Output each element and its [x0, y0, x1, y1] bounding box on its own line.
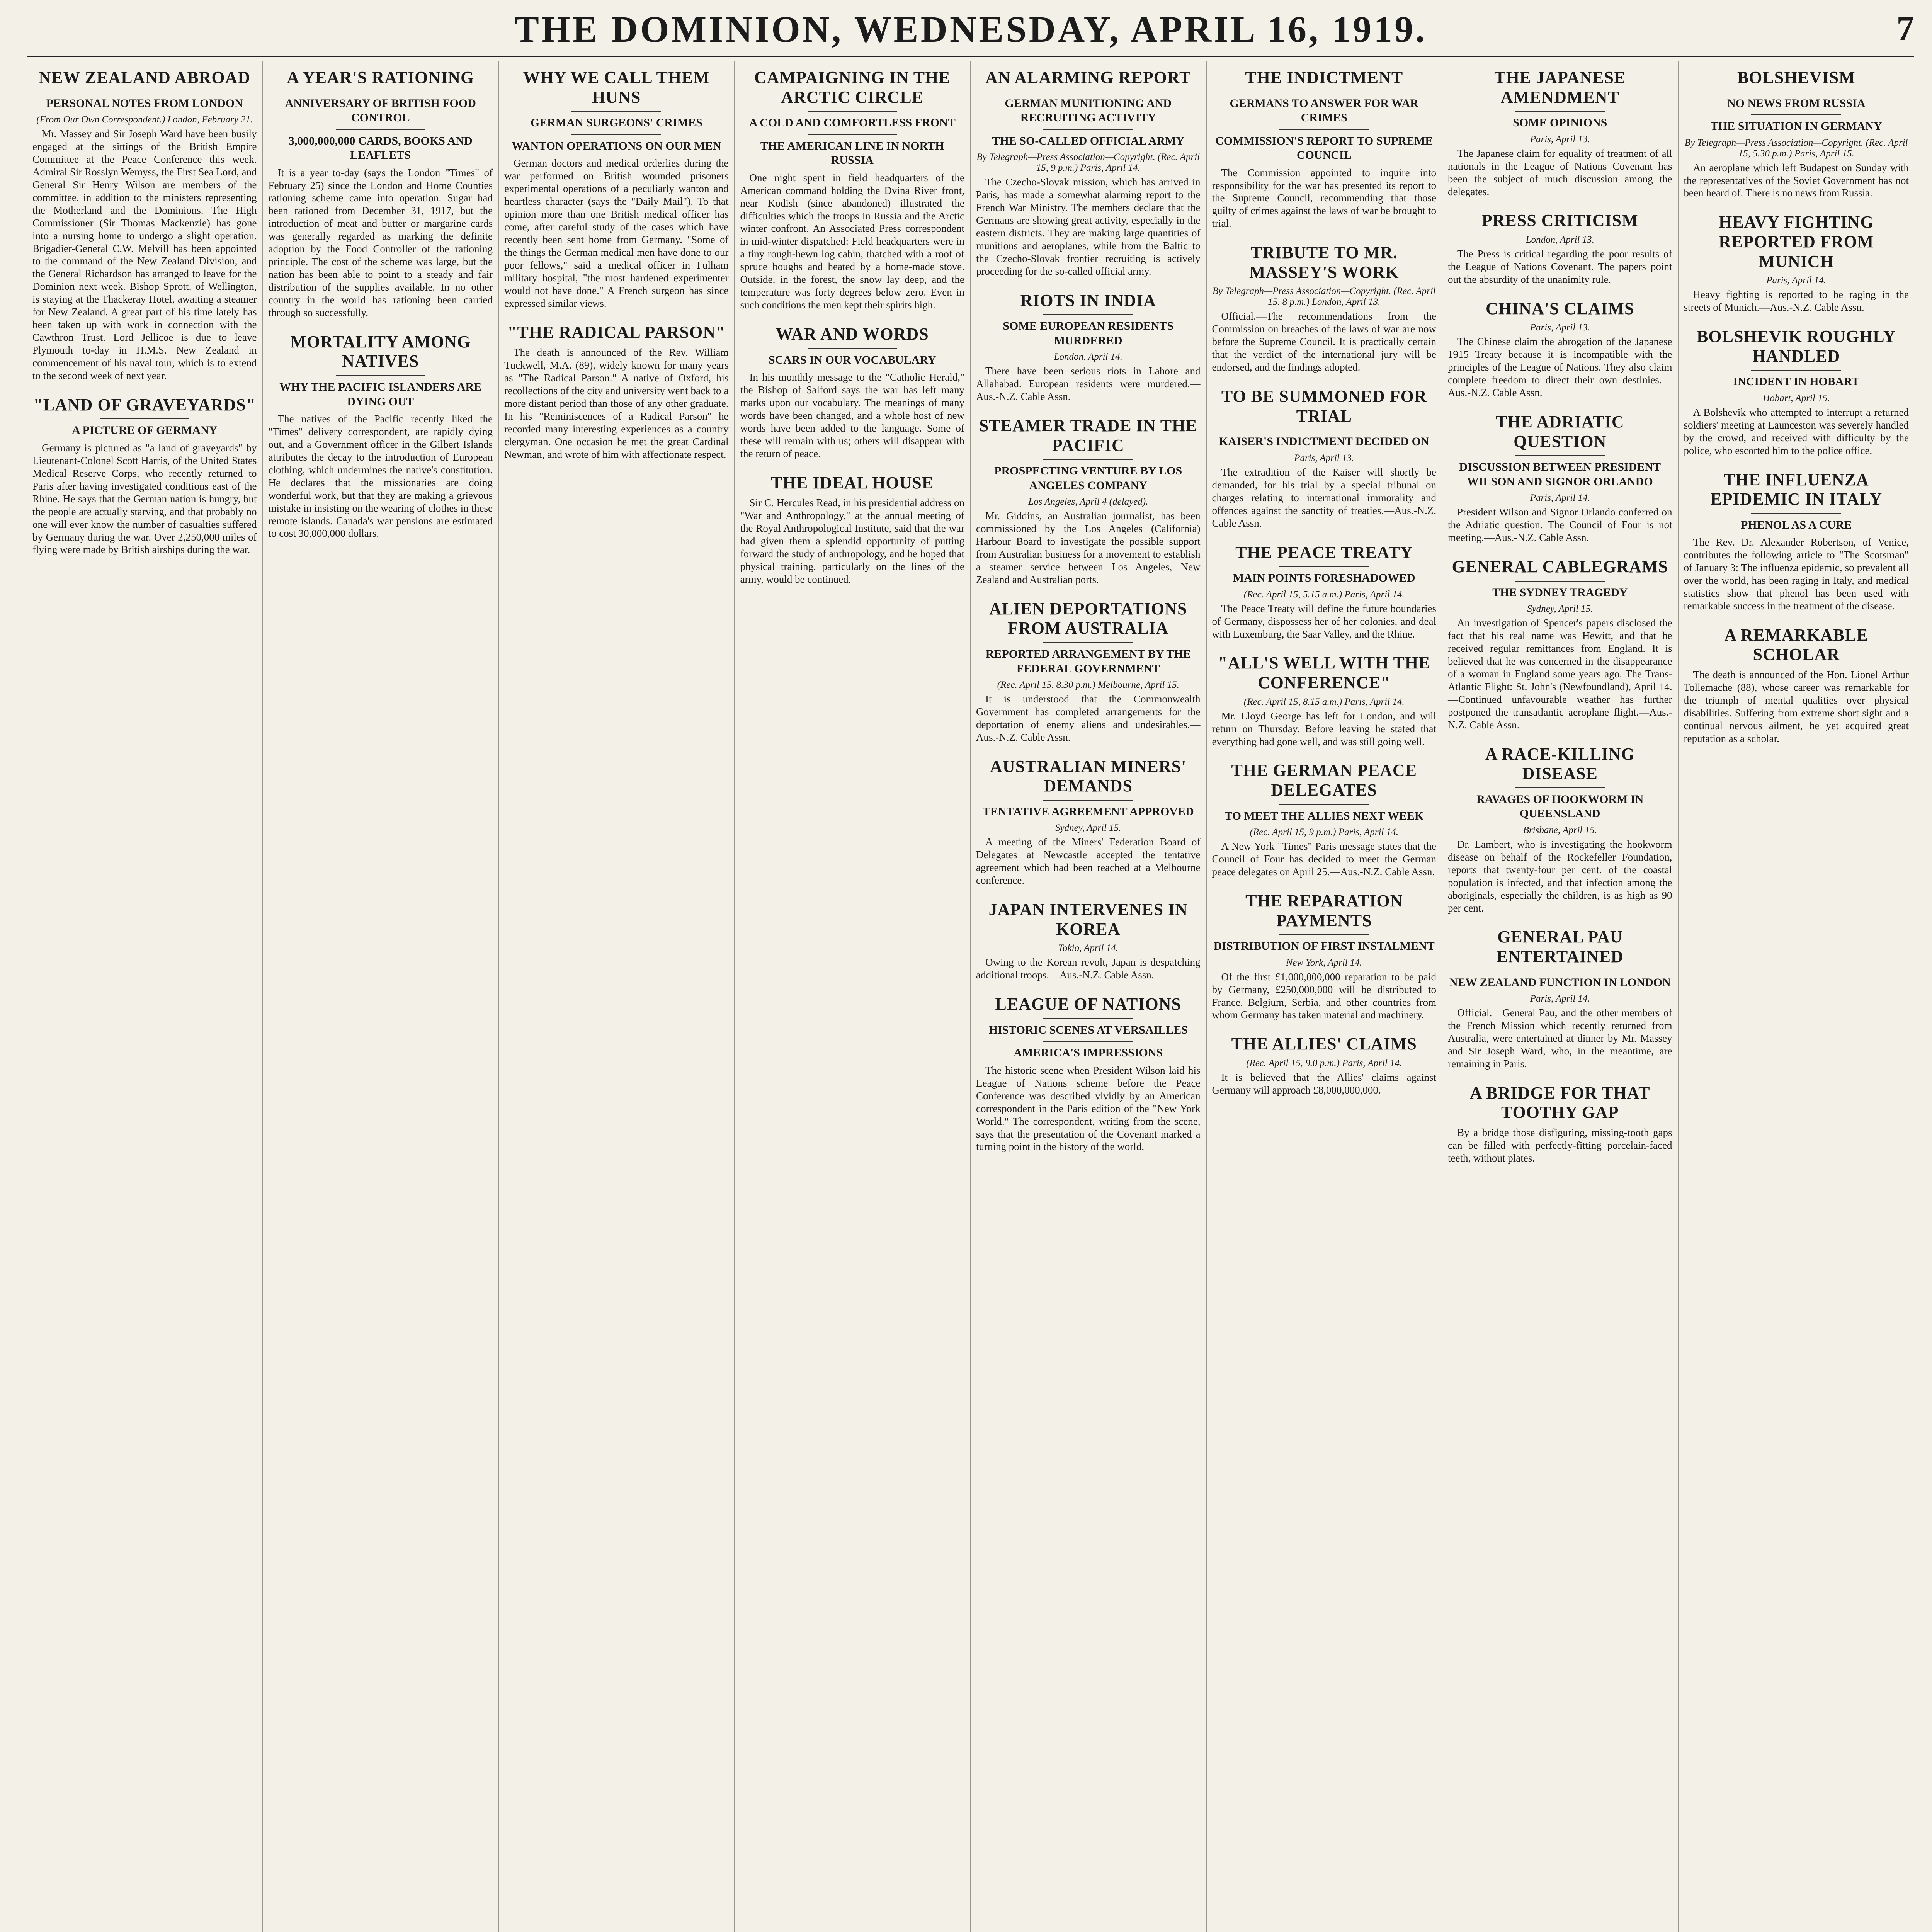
article-headline: "THE RADICAL PARSON"	[507, 323, 726, 342]
divider	[1515, 111, 1605, 112]
article	[1448, 68, 1672, 198]
article-dateline: Hobart, April 15.	[1763, 393, 1830, 403]
article	[976, 416, 1201, 586]
article-body: Mr. Massey and Sir Joseph Ward have been busily engaged at the sittings of the British Empire Committee at the Peace Conference this week. Admiral Sir Rosslyn Wemyss, the First Sea Lord, and General Sir Henry Wilson are members of the committee, in addition to the ministers representing the Motherland and the Dominions. The High Commissioner (Sir Thomas Mackenzie) has gone into a nursing home to undergo a slight operation. Brigadier-General C.W. Melvill has been appointed to the command of the New Zealand Division, and the General Richardson has arranged to leave for the Dominion next week. Bishop Sprott, of Wellington, is staying at the Thackeray Hotel, awaiting a steamer for New Zealand. A great part of his time lately has been taken up with work in connection with the Cawthron Trust. Lord Jellicoe is due to leave Plymouth to-day in H.M.S. New Zealand in commencement of his naval tour, which is to extend to the second week of next year.	[32, 128, 257, 381]
column-8	[1679, 61, 1915, 1932]
article-body: Mr. Lloyd George has left for London, and will return on Thursday. Before leaving he stated that everything had gone well, and was still going well.	[1212, 710, 1436, 747]
article-subheadline: SCARS IN OUR VOCABULARY	[768, 353, 936, 366]
article	[1684, 626, 1909, 745]
article-body: German doctors and medical orderlies during the war performed on British wounded prisoners experimental operations of a peculiarly wanton and heartless character (says the "Daily Mail"). To that opinion more than one British medical officer has come, after careful study of the cases which have recently been sent home from Germany. "Some of the things the German medical men have done to our poor fellows," said a medical officer in Fulham military hospital, "the most hardened experimenter would not have done." A French surgeon has since expressed similar views.	[504, 157, 729, 309]
article-body: Mr. Giddins, an Australian journalist, has been commissioned by the Los Angeles (California) Harbour Board to investigate the possible support from Australian business for a movement to establish a steamer service between Los Angeles, New Zealand and Australian ports.	[976, 510, 1201, 585]
article	[1684, 68, 1909, 199]
article-body: The Peace Treaty will define the future boundaries of Germany, dispossess her of her colonies, and deal with Luxemburg, the Saar Valley, and the Rhine.	[1212, 602, 1436, 640]
article-headline: AN ALARMING REPORT	[985, 68, 1191, 87]
article-body: The Rev. Dr. Alexander Robertson, of Venice, contributes the following article to "The Scotsman" of January 3: The influenza epidemic, so prevalent all over the world, has been raging in Italy, and medical statistics show that phenol has been used with remarkable success in the treatment of the disease.	[1684, 536, 1909, 612]
article	[740, 473, 965, 586]
article-headline: JAPAN INTERVENES IN KOREA	[988, 900, 1188, 939]
article-headline: TRIBUTE TO MR. MASSEY'S WORK	[1249, 243, 1399, 282]
article-headline: THE PEACE TREATY	[1235, 543, 1413, 562]
article-body: An aeroplane which left Budapest on Sunday with the representatives of the Soviet Government has not been heard of. There is no news from Russia.	[1684, 162, 1909, 199]
article-body: President Wilson and Signor Orlando conferred on the Adriatic question. The Council of Four is not meeting.—Aus.-N.Z. Cable Assn.	[1448, 506, 1672, 544]
article-headline: HEAVY FIGHTING REPORTED FROM MUNICH	[1718, 213, 1874, 271]
divider	[571, 134, 661, 135]
article	[1212, 387, 1437, 529]
article	[740, 325, 965, 460]
article-headline: A RACE-KILLING DISEASE	[1485, 744, 1635, 783]
article-dateline: Brisbane, April 15.	[1523, 825, 1597, 835]
article-body: An investigation of Spencer's papers disclosed the fact that his real name was Hewitt, and that he received regular remittances from England. It is believed that he was concerned in the disappearance of a woman in England some years ago. The Trans-Atlantic Flight: St. John's (Newfoundland), April 14.—Continued unfavourable weather has further postponed the transatlantic aeroplane flight.—Aus.-N.Z. Cable Assn.	[1448, 617, 1672, 731]
divider	[1515, 455, 1605, 456]
article-body: The death is announced of the Rev. William Tuckwell, M.A. (89), widely known for many years as "The Radical Parson." A native of Oxford, his recollections of the city and university went back to a more distant period than those of any other graduate. In his "Reminiscences of a Radical Parson" he recorded many interesting experiences as a country clergyman. One occasion he met the great Cardinal Newman, and wrote of him with affectionate respect.	[504, 347, 729, 460]
article	[1212, 1034, 1437, 1096]
article-dateline: Paris, April 13.	[1530, 134, 1590, 145]
article-dateline: New York, April 14.	[1286, 957, 1362, 968]
article	[1212, 543, 1437, 641]
article-headline: THE INDICTMENT	[1245, 68, 1403, 87]
article-body: There have been serious riots in Lahore and Allahabad. European residents were murdered.—Aus.-N.Z. Cable Assn.	[976, 365, 1201, 403]
article-subheadline: PHENOL AS A CURE	[1740, 518, 1852, 531]
article-dateline: Sydney, April 15.	[1055, 823, 1121, 833]
article-headline: THE ALLIES' CLAIMS	[1231, 1034, 1417, 1054]
article-body: The death is announced of the Hon. Lionel Arthur Tollemache (88), whose career was remarkable for the triumph of mental qualities over physical disabilities. Suffering from extreme short sight and a continual nervous ailment, he yet acquired great reputation as a scholar.	[1684, 669, 1909, 744]
article-headline: MORTALITY AMONG NATIVES	[290, 332, 471, 371]
divider	[808, 348, 897, 349]
article-headline: A BRIDGE FOR THAT TOOTHY GAP	[1470, 1083, 1650, 1122]
article	[32, 68, 257, 382]
divider	[336, 375, 425, 376]
column-4	[735, 61, 971, 1932]
article-headline: "ALL'S WELL WITH THE CONFERENCE"	[1218, 653, 1430, 692]
divider	[571, 111, 661, 112]
article-subheadline: PERSONAL NOTES FROM LONDON	[46, 97, 243, 110]
article-headline: RIOTS IN INDIA	[1020, 291, 1156, 310]
article	[504, 68, 729, 310]
article-body: The Japanese claim for equality of treatment of all nationals in the League of Nations Covenant has been the subject of much discussion among the delegates.	[1448, 147, 1672, 197]
article-dateline: (Rec. April 15, 8.30 p.m.) Melbourne, April 15.	[997, 680, 1179, 690]
article-body: The Czecho-Slovak mission, which has arrived in Paris, has made a somewhat alarming report to the French War Ministry. The members declare that the Germans are showing great activity, especially in the eastern districts. They are making large quantities of munitions and aeroplanes, while from the Baltic to the Czecho-Slovak frontier recruiting is actively proceeding for the so-called official army.	[976, 176, 1201, 277]
article	[1212, 653, 1437, 748]
column-3	[499, 61, 735, 1932]
article-subheadline: PROSPECTING VENTURE BY LOS ANGELES COMPANY	[994, 464, 1182, 492]
article-dateline: Los Angeles, April 4 (delayed).	[1028, 497, 1148, 507]
divider	[1279, 129, 1369, 130]
article-headline: STEAMER TRADE IN THE PACIFIC	[979, 416, 1197, 455]
column-2	[263, 61, 499, 1932]
article	[976, 291, 1201, 403]
article-body: A New York "Times" Paris message states that the Council of Four has decided to meet the German peace delegates on April 25.—Aus.-N.Z. Cable Assn.	[1212, 840, 1436, 878]
article-dateline: By Telegraph—Press Association—Copyright. (Rec. April 15, 5.30 p.m.) Paris, April 15.	[1684, 137, 1908, 159]
article	[976, 995, 1201, 1153]
article-subheadline: REPORTED ARRANGEMENT BY THE FEDERAL GOVERNMENT	[985, 648, 1191, 675]
article-body: Germany is pictured as "a land of graveyards" by Lieutenant-Colonel Scott Harris, of the United States Medical Reserve Corps, who recently returned to Paris after having investigated conditions east of the Rhine. He says that the German nation is hungry, but the people are actually starving, and that probably no one will ever know the number of casualties suffered by Germany during the war. Over 2,250,000 miles of flying were made by British airships during the war.	[32, 442, 257, 556]
article-body: The Press is critical regarding the poor results of the League of Nations Covenant. The papers point out the absurdity of the unanimity rule.	[1448, 248, 1672, 285]
masthead	[27, 8, 1914, 58]
column-5	[971, 61, 1207, 1932]
article	[1212, 68, 1437, 230]
divider	[1279, 566, 1369, 567]
article	[32, 395, 257, 556]
article-headline: A REMARKABLE SCHOLAR	[1724, 625, 1869, 664]
article-subheadline: GERMAN MUNITIONING AND RECRUITING ACTIVITY	[1005, 97, 1172, 124]
divider	[1043, 314, 1133, 315]
article-subheadline: SOME EUROPEAN RESIDENTS MURDERED	[1003, 320, 1174, 347]
article-headline: THE JAPANESE AMENDMENT	[1494, 68, 1626, 107]
article	[1448, 557, 1672, 731]
article	[1448, 211, 1672, 286]
article-dateline: (Rec. April 15, 9 p.m.) Paris, April 14.	[1250, 827, 1398, 838]
divider	[1043, 800, 1133, 801]
article-dateline: Paris, April 14.	[1530, 493, 1590, 503]
divider	[100, 418, 189, 419]
article-subheadline: KAISER'S INDICTMENT DECIDED ON	[1219, 435, 1429, 448]
divider	[1515, 787, 1605, 788]
column-7	[1442, 61, 1679, 1932]
article-headline: "LAND OF GRAVEYARDS"	[33, 395, 256, 414]
article	[1684, 470, 1909, 612]
article-subheadline: NEW ZEALAND FUNCTION IN LONDON	[1449, 976, 1671, 989]
article-headline: THE REPARATION PAYMENTS	[1245, 891, 1403, 930]
divider	[1043, 459, 1133, 460]
article-body: In his monthly message to the "Catholic Herald," the Bishop of Salford says the war has left many marks upon our vocabulary. The meanings of many words have been changed, and a whole host of new words have been added to the language. Some of these will remain with us; others will disappear with the return of peace.	[740, 371, 964, 459]
article-dateline: Sydney, April 15.	[1527, 604, 1593, 614]
article	[1684, 327, 1909, 457]
newspaper-columns	[27, 61, 1914, 1932]
article-subheadline: DISTRIBUTION OF FIRST INSTALMENT	[1213, 940, 1435, 953]
article-body: The Chinese claim the abrogation of the Japanese 1915 Treaty because it is incompatible with the principles of the League of Nations. They also claim complete freedom to direct their own destinies.—Aus.-N.Z. Cable Assn.	[1448, 336, 1672, 399]
article-subheadline: A PICTURE OF GERMANY	[72, 424, 218, 437]
article-subheadline: SOME OPINIONS	[1513, 116, 1607, 129]
divider	[1751, 513, 1841, 514]
article-dateline: (From Our Own Correspondent.) London, February 21.	[36, 114, 253, 125]
divider	[1043, 642, 1133, 643]
article	[1212, 891, 1437, 1021]
divider	[808, 111, 897, 112]
article-subheadline: GERMAN SURGEONS' CRIMES	[530, 116, 702, 129]
article	[976, 900, 1201, 981]
article-dateline: London, April 13.	[1526, 235, 1594, 245]
article-headline: GENERAL PAU ENTERTAINED	[1496, 927, 1624, 966]
article-dateline: (Rec. April 15, 8.15 a.m.) Paris, April 14.	[1243, 696, 1405, 707]
article-body: Official.—The recommendations from the Commission on breaches of the laws of war are now before the Supreme Council. It is practically certain that the verdict of the international jury will be endorsed, and the findings adopted.	[1212, 310, 1436, 373]
article	[740, 68, 965, 311]
divider	[1751, 114, 1841, 115]
article	[1212, 243, 1437, 374]
article-body: Owing to the Korean revolt, Japan is despatching additional troops.—Aus.-N.Z. Cable Assn.	[976, 956, 1201, 981]
article-headline: NEW ZEALAND ABROAD	[39, 68, 251, 87]
article-body: By a bridge those disfiguring, missing-tooth gaps can be filled with perfectly-fitting porcelain-faced teeth, without plates.	[1448, 1127, 1672, 1164]
divider	[1279, 934, 1369, 935]
article-headline: AUSTRALIAN MINERS' DEMANDS	[990, 757, 1187, 796]
article-dateline: Tokio, April 14.	[1058, 943, 1119, 954]
divider	[1043, 1018, 1133, 1019]
column-1	[27, 61, 263, 1932]
article-body: The extradition of the Kaiser will shortly be demanded, for his trial by a special tribunal on charges relating to international immorality and offences against the sanctity of treaties.—Aus.-N.Z. Cable Assn.	[1212, 466, 1436, 529]
article-body: Official.—General Pau, and the other members of the French Mission which recently returned from Australia, were entertained at dinner by Mr. Massey and Sir Joseph Ward, who, in the meantime, are remaining in Paris.	[1448, 1007, 1672, 1070]
article-subheadline: THE SITUATION IN GERMANY	[1710, 120, 1882, 133]
article	[976, 757, 1201, 887]
article-headline: TO BE SUMMONED FOR TRIAL	[1221, 387, 1427, 425]
divider	[1751, 370, 1841, 371]
article-subheadline: A COLD AND COMFORTLESS FRONT	[749, 116, 956, 129]
article-body: It is understood that the Commonwealth Government has completed arrangements for the deportation of enemy aliens and undesirables.—Aus.-N.Z. Cable Assn.	[976, 693, 1201, 743]
article-subheadline: AMERICA'S IMPRESSIONS	[1014, 1046, 1163, 1060]
divider	[1043, 129, 1133, 130]
newspaper-title: THE DOMINION, WEDNESDAY, APRIL 16, 1919.	[514, 9, 1427, 50]
article-subheadline: INCIDENT IN HOBART	[1733, 375, 1860, 388]
article-body: Dr. Lambert, who is investigating the hookworm disease on behalf of the Rockefeller Foundation, reports that twenty-four per cent. of the coastal population is infected, and that infection among the aboriginals, especially the children, is as high as 90 per cent.	[1448, 838, 1672, 914]
article-body: A meeting of the Miners' Federation Board of Delegates at Newcastle accepted the tentative agreement which had been reached at a Melbourne conference.	[976, 836, 1201, 886]
article	[504, 323, 729, 461]
article-headline: WAR AND WORDS	[776, 325, 929, 344]
article-subheadline: DISCUSSION BETWEEN PRESIDENT WILSON AND SIGNOR ORLANDO	[1459, 461, 1661, 488]
divider	[808, 134, 897, 135]
article-headline: BOLSHEVIK ROUGHLY HANDLED	[1697, 327, 1896, 366]
article-subheadline: MAIN POINTS FORESHADOWED	[1233, 571, 1415, 585]
article-subheadline: RAVAGES OF HOOKWORM IN QUEENSLAND	[1476, 793, 1644, 820]
article-body: Heavy fighting is reported to be raging in the streets of Munich.—Aus.-N.Z. Cable Assn.	[1684, 289, 1909, 313]
article-subheadline: GERMANS TO ANSWER FOR WAR CRIMES	[1230, 97, 1418, 124]
article-body: The Commission appointed to inquire into responsibility for the war has presented its report to the Supreme Council, recommending that those guilty of crimes against the laws of war be brought to trial.	[1212, 167, 1436, 230]
article-headline: WHY WE CALL THEM HUNS	[523, 68, 710, 107]
article-dateline: Paris, April 13.	[1294, 452, 1354, 463]
article-headline: PRESS CRITICISM	[1481, 211, 1638, 230]
page-number: 7	[1896, 9, 1914, 48]
article-body: It is believed that the Allies' claims against Germany will approach £8,000,000,000.	[1212, 1071, 1436, 1096]
article-dateline: Paris, April 13.	[1530, 322, 1590, 333]
article-subheadline: THE SO-CALLED OFFICIAL ARMY	[992, 134, 1185, 147]
article	[976, 68, 1201, 278]
article-dateline: (Rec. April 15, 5.15 a.m.) Paris, April 14.	[1243, 589, 1405, 600]
divider	[1279, 804, 1369, 805]
article	[976, 599, 1201, 744]
article	[1448, 299, 1672, 399]
article-headline: THE INFLUENZA EPIDEMIC IN ITALY	[1710, 470, 1883, 509]
article-dateline: By Telegraph—Press Association—Copyright. (Rec. April 15, 8 p.m.) London, April 13.	[1212, 286, 1436, 308]
article-body: The natives of the Pacific recently liked the "Times" delivery correspondent, are rapidly dying out, and a Government officer in the Gilbert Islands attributes the decay to the introduction of European clothing, which undermines the native's constitution. He declares that the missionaries are doing wonderful work, but that they are making a grievous mistake in insisting on the wearing of clothes in these remote islands. Canada's war pensions are estimated to cost 30,000,000 dollars.	[268, 413, 493, 539]
article-headline: LEAGUE OF NATIONS	[995, 995, 1181, 1014]
article-headline: BOLSHEVISM	[1737, 68, 1855, 87]
article-body: One night spent in field headquarters of the American command holding the Dvina River front, near Kodish (since abandoned) illustrated the difficulties which the troops in Russia and the Arctic winter confront. An Associated Press correspondent in mid-winter dispatched: Field headquarters were in a tiny rough-hewn log cabin, thatched with a roof of spruce boughs and heated by a home-made stove. Outside, in the forest, the snow lay deep, and the temperature was forty degrees below zero. Even in such conditions the men kept their spirits high.	[740, 172, 964, 311]
article-dateline: London, April 14.	[1054, 352, 1122, 362]
article	[269, 68, 493, 319]
article-headline: THE ADRIATIC QUESTION	[1495, 412, 1624, 451]
divider	[1515, 581, 1605, 582]
article-subheadline: WHY THE PACIFIC ISLANDERS ARE DYING OUT	[279, 381, 482, 408]
article-body: Sir C. Hercules Read, in his presidential address on "War and Anthropology," at the annual meeting of the Royal Anthropological Institute, said that the war had given them a splendid opportunity of putting forward the study of anthropology, and he hoped that physical training, particularly on the lines of the army, would be continued.	[740, 497, 964, 585]
article-headline: ALIEN DEPORTATIONS FROM AUSTRALIA	[989, 599, 1187, 638]
article-dateline: By Telegraph—Press Association—Copyright. (Rec. April 15, 9 p.m.) Paris, April 14.	[976, 152, 1200, 173]
article	[269, 332, 493, 540]
article-subheadline: ANNIVERSARY OF BRITISH FOOD CONTROL	[285, 97, 476, 124]
divider	[336, 129, 425, 130]
article-subheadline: NO NEWS FROM RUSSIA	[1727, 97, 1866, 110]
article-body: The historic scene when President Wilson laid his League of Nations scheme before the Peace Conference was described vividly by an American correspondent in the Paris edition of the "New York World." The correspondent, writing from the scene, says that the presentation of the Covenant marked a turning point in the history of the world.	[976, 1064, 1201, 1153]
article-subheadline: HISTORIC SCENES AT VERSAILLES	[988, 1023, 1188, 1036]
article-body: A Bolshevik who attempted to interrupt a returned soldiers' meeting at Launceston was severely handled by the crowd, and received with difficulty by the police, who escorted him to the police office.	[1684, 406, 1909, 456]
article	[1448, 927, 1672, 1070]
article-subheadline: TENTATIVE AGREEMENT APPROVED	[982, 805, 1194, 818]
article-subheadline: WANTON OPERATIONS ON OUR MEN	[512, 139, 721, 152]
article-headline: THE GERMAN PEACE DELEGATES	[1231, 761, 1417, 800]
article	[1448, 1083, 1672, 1165]
article	[1448, 745, 1672, 915]
article-headline: CHINA'S CLAIMS	[1486, 299, 1634, 318]
article-dateline: (Rec. April 15, 9.0 p.m.) Paris, April 14.	[1246, 1058, 1402, 1068]
column-6	[1207, 61, 1443, 1932]
article-headline: THE IDEAL HOUSE	[771, 473, 934, 492]
article-body: It is a year to-day (says the London "Times" of February 25) since the London and Home Counties rationing scheme came into operation. Sugar had been rationed from December 31, 1917, but the introduction of meat and butter or margarine cards was generally regarded as marking the definite adoption by the Food Controller of the rationing principle. The cost of the scheme was large, but the nation has been able to point to a steady and fair distribution of the supplies available. In no other country in the world has rationing been carried through so successfully.	[268, 167, 493, 318]
article-headline: A YEAR'S RATIONING	[287, 68, 474, 87]
article-dateline: Paris, April 14.	[1530, 993, 1590, 1004]
article-headline: GENERAL CABLEGRAMS	[1452, 557, 1668, 577]
article-subheadline: COMMISSION'S REPORT TO SUPREME COUNCIL	[1215, 134, 1433, 162]
article-subheadline: 3,000,000,000 CARDS, BOOKS AND LEAFLETS	[288, 134, 473, 162]
divider	[1043, 1041, 1133, 1042]
article	[1684, 213, 1909, 314]
article-subheadline: TO MEET THE ALLIES NEXT WEEK	[1225, 809, 1424, 822]
article-body: Of the first £1,000,000,000 reparation to be paid by Germany, £250,000,000 will be distributed to France, Belgium, Serbia, and other countries from whom Germany has taken material and machinery.	[1212, 971, 1436, 1021]
article	[1212, 761, 1437, 878]
article-subheadline: THE AMERICAN LINE IN NORTH RUSSIA	[760, 139, 944, 167]
article	[1448, 412, 1672, 544]
article-dateline: Paris, April 14.	[1766, 275, 1827, 286]
article-headline: CAMPAIGNING IN THE ARCTIC CIRCLE	[754, 68, 951, 107]
article-subheadline: THE SYDNEY TRAGEDY	[1492, 586, 1628, 599]
